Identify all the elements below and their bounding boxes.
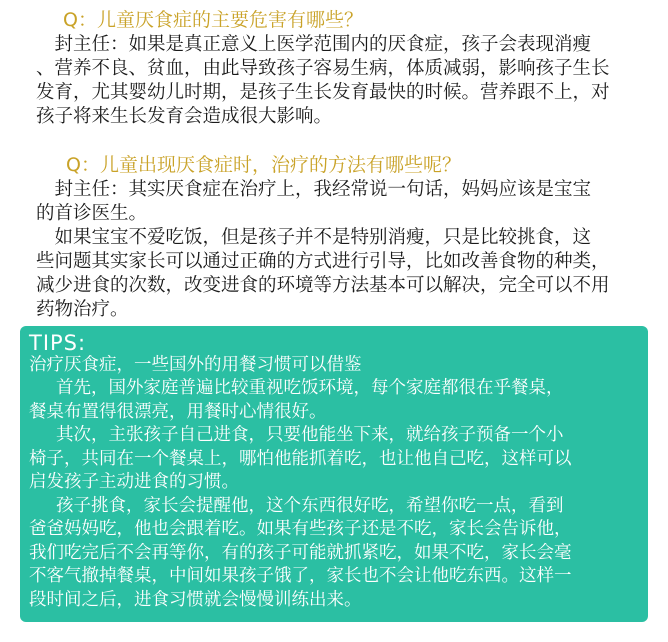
answer-line: 些问题其实家长可以通过正确的方式进行引导，比如改善食物的种类， xyxy=(36,251,610,272)
question-treatment: Q：儿童出现厌食症时，治疗的方法有哪些呢？ xyxy=(66,154,461,176)
answer-line: 、营养不良、贫血，由此导致孩子容易生病，体质减弱，影响孩子生长 xyxy=(36,58,610,79)
tips-line: 孩子挑食，家长会提醒他，这个东西很好吃，希望你吃一点，看到 xyxy=(56,495,564,516)
tips-line: 我们吃完后不会再等你，有的孩子可能就抓紧吃，如果不吃，家长会毫 xyxy=(29,542,572,563)
qa-section-harms xyxy=(0,8,668,129)
tips-line: 餐桌布置得很漂亮，用餐时心情很好。 xyxy=(29,401,327,422)
answer-line: 减少进食的次数，改变进食的环境等方法基本可以解决，完全可以不用 xyxy=(36,275,610,296)
answer-line: 如果宝宝不爱吃饭，但是孩子并不是特别消瘦，只是比较挑食，这 xyxy=(36,227,592,248)
answer-line: 孩子将来生长发育会造成很大影响。 xyxy=(36,106,333,127)
answer-line: 的首诊医生。 xyxy=(36,203,148,224)
question-harms: Q：儿童厌食症的主要危害有哪些？ xyxy=(63,9,363,31)
tips-line: 不客气撤掉餐桌，中间如果孩子饿了，家长也不会让他吃东西。这样一 xyxy=(29,566,572,586)
tips-line: 启发孩子主动进食的习惯。 xyxy=(29,472,239,492)
tips-box xyxy=(20,326,648,622)
answer-line: 药物治疗。 xyxy=(36,299,129,320)
answer-line: 封主任：如果是真正意义上医学范围内的厌食症，孩子会表现消瘦 xyxy=(36,34,592,55)
tips-paragraph-self-feeding xyxy=(29,424,648,495)
qa-section-treatment xyxy=(0,153,668,322)
tips-line: 首先，国外家庭普遍比较重视吃饭环境，每个家庭都很在乎餐桌， xyxy=(56,378,564,398)
tips-paragraph-picky-eating xyxy=(29,495,648,613)
answer-treatment xyxy=(0,178,668,322)
tips-title: TIPS: xyxy=(29,331,87,355)
answer-line: 发育，尤其婴幼儿时期，是孩子生长发育最快的时候。营养跟不上，对 xyxy=(36,82,610,103)
answer-harms xyxy=(0,33,668,129)
tips-line: 段时间之后，进食习惯就会慢慢训练出来。 xyxy=(29,589,362,610)
tips-subtitle: 治疗厌食症，一些国外的用餐习惯可以借鉴 xyxy=(29,355,362,375)
tips-paragraph-environment xyxy=(29,377,648,424)
tips-line: 其次，主张孩子自己进食，只要他能坐下来，就给孩子预备一个小 xyxy=(56,425,564,445)
tips-line: 椅子，共同在一个餐桌上，哪怕他能抓着吃，也让他自己吃，这样可以 xyxy=(29,448,572,469)
tips-line: 爸爸妈妈吃，他也会跟着吃。如果有些孩子还是不吃，家长会告诉他， xyxy=(29,519,572,539)
answer-line: 封主任：其实厌食症在治疗上，我经常说一句话，妈妈应该是宝宝 xyxy=(36,179,592,200)
